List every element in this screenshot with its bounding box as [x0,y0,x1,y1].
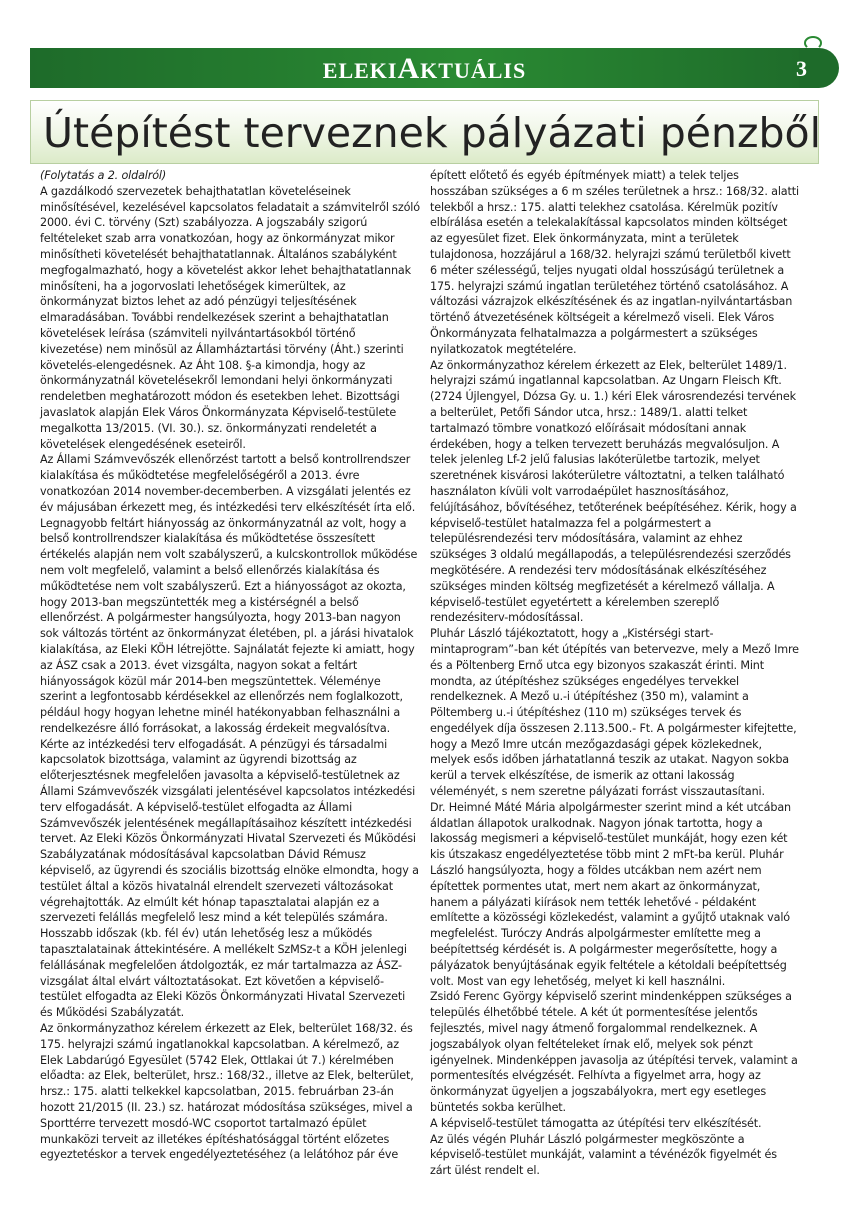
publication-title [30,48,819,88]
paragraph: Az önkormányzathoz kérelem érkezett az Elek, belterület 1489/1. helyrajzi számú ingatlannal kapcsolatban. Az Ungarn Fleisch Kft. (2724 Újlengyel, Dózsa Gy. u. 1.) kéri Elek városrendezési tervének a belterület, Petőfi Sándor utca, hrsz.: 1489/1. alatti telket tartalmazó tömbre vonatkozó előírásait módosítani annak érdekében, hogy a telken tervezett beruházás megvalósuljon. A telek jelenleg Lf-2 jelű falusias lakóterületbe tartozik, melyet szeretnének kisvárosi lakóterületre változtatni, a telken található használaton kívüli volt varrodaépület hasznosításához, felújításához, bővítéséhez, tetőterének beépítéséhez. Kérik, hogy a képviselő-testület hatalmazza fel a polgármestert a településrendezési terv módosítására, valamint az ehhez szükséges 3 oldalú megállapodás, a településrendezési szerződés megkötésére. A rendezési terv módosításának elkészítéséhez szükséges minden költség megfizetését a kérelmező vállalja. A képviselő-testület egyetértett a kérelemben szereplő rendezésiterv-módosítással. [430,358,797,625]
paragraph: Zsidó Ferenc György képviselő szerint mindenképpen szükséges a település élhetőbbé tétele. A két út pormentesítése jelentős fejlesztés, mivel nagy átmenő forgalommal rendelkeznek. A jogszabályok olyan feltételeket írnak elő, melyek sok pénzt igényelnek. Mindenképpen javasolja az útépítési tervek, valamint a pormentesítés elvégzését. Felhívta a figyelmet arra, hogy az önkormányzat ügyeljen a jogszabályokra, mert egy esetleges büntetés sokba kerülhet. [430,990,798,1115]
left-column [40,168,420,1179]
article-body [40,168,800,1179]
article-title-box [30,100,819,164]
article-title: Útépítést terveznek pályázati pénzből [43,109,821,157]
brand-rest: KTUÁLIS [420,58,527,83]
brand-big-letter: A [397,52,421,85]
right-column [430,168,800,1179]
continuation-note: (Folytatás a 2. oldalról) [40,169,167,182]
paragraph: Az önkormányzathoz kérelem érkezett az Elek, belterület 168/32. és 175. helyrajzi számú ingatlanokkal kapcsolatban. A kérelmező, az Elek Labdarúgó Egyesület (5742 Elek, Ottlakai út 7.) kérelmében előadta: az Elek, belterület, hrsz.: 168/32., illetve az Elek, belterület, hrsz.: 175. alatti telkekkel kapcsolatban, 2015. februárban 23-án hozott 21/2015 (II. 23.) sz. határozat módosítása szükséges, mivel a Sporttérre tervezett mosdó-WC csoportot tartalmazó épület munkaközi terveit az illetékes építéshatósággal történt előzetes egyeztetéskor a tervek engedélyeztetéséhez (a lelátóhoz pár éve [40,1022,414,1162]
paragraph: Pluhár László tájékoztatott, hogy a „Kistérségi start-mintaprogram”-ban két útépítés van betervezve, mely a Mező Imre és a Pöltenberg Ernő utca egy bizonyos szakaszát érinti. Mint mondta, az útépítéshez szükséges engedélyes tervekkel rendelkeznek. A Mező u.-i útépítéshez (350 m), valamint a Pöltemberg u.-i útépítéshez (110 m) szükséges tervek és engedélyek díja összesen 2.113.500.- Ft. A polgármester kifejtette, hogy a Mező Imre utcán mezőgazdasági gépek közlekednek, melyek esős időben járhatatlanná teszik az utakat. Nagyon sokba kerül a tervek elkészítése, de ismerik az ottani lakosság véleményét, s nem szeretne pályázati forrást visszautasítani. [430,627,799,799]
paragraph: Az ülés végén Pluhár László polgármester megköszönte a képviselő-testület munkáját, valamint a tévénézők figyelmét és zárt ülést rendelt el. [430,1132,777,1178]
page-number: 3 [796,56,807,81]
paragraph: A képviselő-testület támogatta az útépítési terv elkészítését. [430,1116,762,1130]
paragraph: A gazdálkodó szervezetek behajthatatlan követeléseinek minősítésével, kezelésével kapcsolatos feladatait a számvitelről szóló 2000. évi C. törvény (Szt) szabályozza. A jogszabály szigorú feltételeket szab arra vonatkozóan, hogy az önkormányzat mikor minősítheti követelését behajthatatlannak. Általános szabályként megfogalmazható, hogy a követelést akkor lehet behajthatatlannak minősíteni, ha a jogorvoslati lehetőségek kimerültek, az önkormányzat biztos lehet az adó pénzügyi teljesítésének elmaradásában. További rendelkezések szerint a behajthatatlan követelések leírása (számviteli nyilvántartásokból történő kivezetése) nem minősül az Államháztartási törvény (Áht.) szerinti követelés-elengedésnek. Az Áht 108. §-a kimondja, hogy az önkormányzatnál követelésekről lemondani helyi önkormányzati rendeletben meghatározott módon és esetekben lehet. Bizottsági javaslatok alapján Elek Város Önkormányzata Képviselő-testülete megalkotta 13/2015. (VI. 30.). sz. önkormányzati rendeletét a követelések elengedésének eseteiről. [40,184,420,451]
header-band [30,48,819,88]
paragraph: Dr. Heimné Máté Mária alpolgármester szerint mind a két utcában áldatlan állapotok uralkodnak. Nagyon jónak tartotta, hogy a lakosság megismeri a képviselő-testület munkáját, hogy ezen két kis útszakasz engedélyeztetése több mint 2 mFt-ba kerül. Pluhár László hangsúlyozta, hogy a földes utcákban nem azért nem építettek pormentes utat, mert nem akart az önkormányzat, hanem a pályázati kiírások nem tették lehetővé - példaként említette a közösségi közlekedést, valamint a gyűjtő utaknak való megfelelést. Turóczy András alpolgármester említette meg a beépítettség kérdését is. A polgármester megerősítette, hogy a pályázatok benyújtásának egyik feltétele a kétoldali beépítettség volt. Most van egy lehetőség, melyet ki kell használni. [430,800,791,988]
paragraph: épített előtető és egyéb építmények miatt) a telek teljes hosszában szükséges a 6 m széles területnek a hrsz.: 168/32. alatti telekből a hrsz.: 175. alatti telekhez csatolása. Kérelmük pozitív elbírálása esetén a telekalakítással kapcsolatos minden költséget az egyesület fizet. Elek önkormányzata, mint a területek tulajdonosa, hozzájárul a 168/32. helyrajzi számú területből kivett 6 méter szélességű, teljes nyugati oldal hosszúságú területnek a 175. helyrajzi számú ingatlan területéhez történő csatolásához. A változási vázrajzok elkészítésének és az ingatlan-nyilvántartásban történő átvezetésének költségeit a kérelmező viseli. Elek Város Önkormányzata felhatalmazza a polgármestert a szükséges nyilatkozatok megtételére. [430,169,799,356]
brand-prefix: ELEKI [322,58,398,83]
paragraph: Az Állami Számvevőszék ellenőrzést tartott a belső kontrollrendszer kialakítása és működtetése megfelelőségéről a 2013. évre vonatkozóan 2014 november-decemberben. A vizsgálati jelentés ez év májusában érkezett meg, és intézkedési terv elkészítését írta elő. Legnagyobb feltárt hiányosság az önkormányzatnál az volt, hogy a belső kontrollrendszer kialakítása és működtetése összesített értékelés alapján nem volt szabályszerű, a kulcskontrollok működése nem volt megfelelő, valamint a belső ellenőrzés kialakítása és működtetése nem volt szabályszerű. Ezt a hiányosságot az okozta, hogy 2013-ban megszüntették meg a kistérségnél a belső ellenőrzést. A polgármester hangsúlyozta, hogy 2013-ban nagyon sok változás történt az önkormányzat életében, pl. a járási hivatalok kialakítása, az Eleki KÖH létrejötte. Sajnálatát fejezte ki amiatt, hogy az ÁSZ csak a 2013. évet vizsgálta, nagyon sokat a feltárt hiányosságok közül már 2014-ben megszüntettek. Véleménye szerint a legfontosabb kérdésekkel az ellenőrzés nem foglalkozott, például hogy hogyan lehetne minél hatékonyabban felhasználni a rendelkezésre álló forrásokat, a lakosság érdekeit megvalósítva. Kérte az intézkedési terv elfogadását. A pénzügyi és társadalmi kapcsolatok bizottsága, valamint az ügyrendi bizottság az előterjesztésnek megfelelően javasolta a képviselő-testületnek az Állami Számvevőszék vizsgálati jelentésével kapcsolatos intézkedési terv elfogadását. A képviselő-testület elfogadta az Állami Számvevőszék jelentésének megállapításaihoz készített intézkedési tervet. Az Eleki Közös Önkormányzati Hivatal Szervezeti és Működési Szabályzatának módosításával kapcsolatban Dávid Rémusz képviselő, az ügyrendi és szociális bizottság elnöke elmondta, hogy a testület által a közös hivatalnál elrendelt szervezeti változásokat végrehajtották. Az elmúlt két hónap tapasztalatai alapján ez a szervezeti felállás megfelelő lesz mind a két település számára. Hosszabb időszak (kb. fél év) után lehetőség lesz a működés tapasztalatainak áttekintésére. A mellékelt SzMSz-t a KÖH jelenlegi felállásának megfelelően átdolgozták, ez már tartalmazza az ÁSZ-vizsgálat által elvárt változtatásokat. Ezt követően a képviselő-testület elfogadta az Eleki Közös Önkormányzati Hivatal Szervezeti és Működési Szabályzatát. [40,453,419,1020]
